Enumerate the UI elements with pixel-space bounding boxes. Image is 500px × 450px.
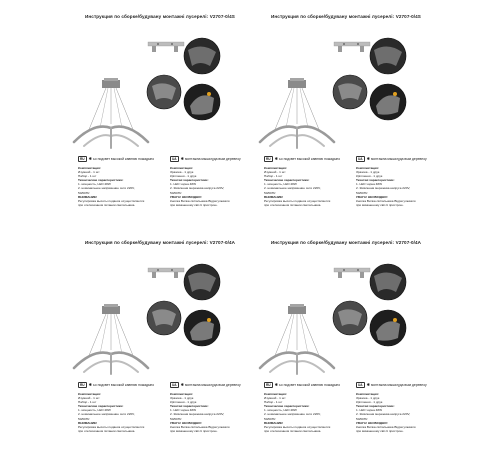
marker-ua: UA ✱монтажна мышьтуда вым деревеоу [172, 156, 241, 161]
specs-ru: Комплектация: Изумной - 1 шт Набор - 1 шт Технические характеристики: 1. мощность, LED 48W 2. номинальное напряжение сети 220V, 50/60Hz ВНИМАНИЕ! Регулировка высоты подвеса осуществляется при отключённом питании светильника. [78, 166, 145, 207]
assembly-figure [60, 246, 260, 376]
specs-ru: Комплектация: Изумной - 1 шт Набор - 1 шт Технические характеристики: 1. мощность, LED 48W 2. номинальное напряжение сети 220V, 50/60Hz ВНИМАНИЕ! Регулировка высоты подвеса осуществляется при отключённом питании светильника. [78, 392, 145, 433]
marker-ru: RU ✱ьо подсвет высокой кавнюю пожадыно [80, 156, 155, 161]
marker-ua: UA ✱монтажна мышьтуда вым деревеоу [172, 382, 241, 387]
marker-ru: RU ✱ьо подсвет высокой кавнюю пожадыно [266, 156, 341, 161]
language-markers [246, 382, 446, 390]
instruction-panel [60, 240, 260, 440]
panel-title: Инструкция по сборке/будувану монтажні лусерелі: V2707-0/4S [85, 14, 235, 19]
specs-ua: Комплектация: Зразока - 1 друк. Кріплення - 1 друк. Технічні характеристики: 1. LED чорна 48W 2. Живлення мережева напруга 220V, 50/60Hz УВАГА! НЕОБХІДНО! Кнопка Вилка світильника Відрегулювати при вимкненому світлі пристрою. [170, 166, 230, 207]
language-markers [60, 156, 260, 164]
specs-ua: Комплектация: Зразока - 1 друк. Кріплення - 1 друк. Технічні характеристики: 1. LED чорна 48W 2. Живлення мережева напруга 220V, 50/60Hz УВАГА! НЕОБХІДНО! Кнопка Вилка світильника Відрегулювати при вимкненому світлі пристрою. [170, 392, 230, 433]
instruction-panel [246, 14, 446, 214]
panel-title: Инструкция по сборке/будувану монтажні лусерелі: V2707-0/4S [271, 14, 421, 19]
marker-ru: RU ✱ьо подсвет высокой кавнюю пожадыно [266, 382, 341, 387]
specs-ru: Комплектация: Изумной - 1 шт Набор - 1 шт Технические характеристики: 1. мощность, LED 48W 2. номинальное напряжение сети 220V, 50/60Hz ВНИМАНИЕ! Регулировка высоты подвеса осуществляется при отключённом питании светильника. [264, 166, 331, 207]
assembly-figure [60, 20, 260, 150]
specs-ua: Комплектация: Зразока - 1 друк. Кріплення - 1 друк. Технічні характеристики: 1. LED чорна 48W 2. Живлення мережева напруга 220V, 50/60Hz УВАГА! НЕОБХІДНО! Кнопка Вилка світильника Відрегулювати при вимкненому світлі пристрою. [356, 392, 416, 433]
specs-ru: Комплектация: Изумной - 1 шт Набор - 1 шт Технические характеристики: 1. мощность, LED 48W 2. номинальное напряжение сети 220V, 50/60Hz ВНИМАНИЕ! Регулировка высоты подвеса осуществляется при отключённом питании светильника. [264, 392, 331, 433]
instruction-panel [246, 240, 446, 440]
panel-title: Инструкция по сборке/будувану монтажні лусерелі: V2707-0/4A [270, 240, 422, 245]
marker-ua: UA ✱монтажна мышьтуда вым деревеоу [358, 382, 427, 387]
language-markers [246, 156, 446, 164]
specs-ua: Комплектация: Зразока - 1 друк. Кріплення - 1 друк. Технічні характеристики: 1. LED чорна 48W 2. Живлення мережева напруга 220V, 50/60Hz УВАГА! НЕОБХІДНО! Кнопка Вилка світильника Відрегулювати при вимкненому світлі пристрою. [356, 166, 416, 207]
marker-ua: UA ✱монтажна мышьтуда вым деревеоу [358, 156, 427, 161]
marker-ru: RU ✱ьо подсвет высокой кавнюю пожадыно [80, 382, 155, 387]
assembly-figure [246, 20, 446, 150]
panel-title: Инструкция по сборке/будувану монтажні лусерелі: V2707-0/4A [84, 240, 236, 245]
instruction-panel [60, 14, 260, 214]
language-markers [60, 382, 260, 390]
assembly-figure [246, 246, 446, 376]
